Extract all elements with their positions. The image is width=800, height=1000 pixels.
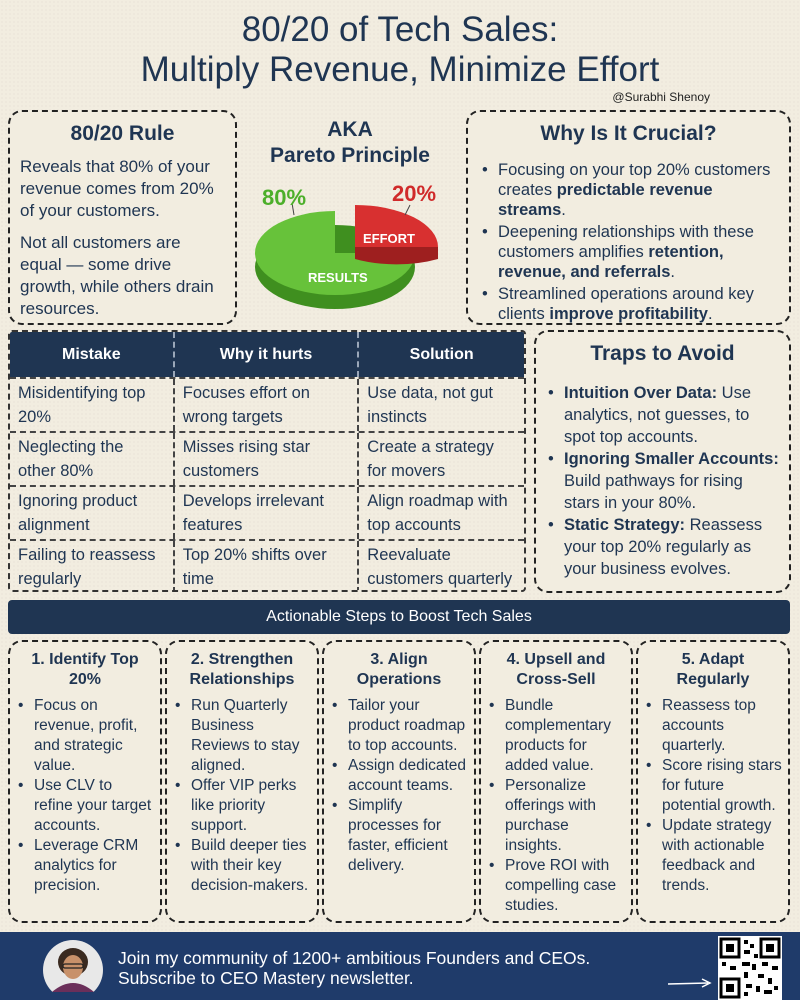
- author-avatar: [42, 940, 104, 992]
- footer-cta[interactable]: [118, 948, 590, 988]
- column-header: Why it hurts: [175, 332, 360, 377]
- aka-heading: [245, 117, 455, 169]
- step-item: • Bundle complementary products for added value.: [487, 696, 625, 776]
- step-item: • Assign dedicated account teams.: [330, 756, 468, 796]
- why-item: • Deepening relationships with these customers amplifies retention, revenue, and referrals.: [480, 222, 777, 282]
- table-row: [10, 377, 524, 431]
- step-list: [330, 696, 468, 876]
- step-heading: 1. Identify Top 20%: [31, 651, 139, 688]
- step-item: • Personalize offerings with purchase insights.: [487, 776, 625, 856]
- step-item: • Use CLV to refine your target accounts.: [16, 776, 154, 836]
- rule-card: [8, 110, 237, 325]
- title-line-2: Multiply Revenue, Minimize Effort: [140, 50, 660, 89]
- table-cell: Reevaluate customers quarterly: [367, 546, 513, 588]
- traps-card: [534, 330, 791, 593]
- footer-line-1: Join my community of 1200+ ambitious Founders and CEOs.: [118, 948, 591, 968]
- table-cell: Focuses effort on wrong targets: [175, 379, 360, 431]
- step-item: • Prove ROI with compelling case studies.: [487, 856, 625, 916]
- pct20-label: 20%: [392, 181, 437, 206]
- why-list: [480, 160, 777, 324]
- column-header: Mistake: [10, 332, 175, 377]
- effort-slice-side: [355, 247, 438, 264]
- steps-title-bar: Actionable Steps to Boost Tech Sales: [8, 600, 790, 634]
- step-list: [644, 696, 782, 896]
- table-cell: Misidentifying top 20%: [10, 379, 175, 431]
- traps-list: [546, 382, 779, 580]
- table-cell: Top 20% shifts over time: [175, 541, 360, 592]
- step-card-1: [8, 640, 162, 923]
- step-heading: 4. Upsell and Cross-Sell: [506, 651, 606, 688]
- step-card-2: [165, 640, 319, 923]
- pct20-leader-line: [405, 205, 410, 215]
- step-card-3: [322, 640, 476, 923]
- footer-line-2: Subscribe to CEO Mastery newsletter.: [118, 968, 414, 988]
- step-item: • Leverage CRM analytics for precision.: [16, 836, 154, 896]
- title-line-1: 80/20 of Tech Sales:: [241, 10, 559, 49]
- step-item: • Score rising stars for future potential growth.: [644, 756, 782, 816]
- step-item: • Tailor your product roadmap to top accounts.: [330, 696, 468, 756]
- table-cell: Failing to reassess regularly: [10, 541, 175, 592]
- step-card-4: [479, 640, 633, 923]
- table-cell: Use data, not gut instincts: [367, 384, 493, 426]
- trap-item: • Ignoring Smaller Accounts: Build pathways for rising stars in your 80%.: [546, 448, 779, 514]
- table-row: [10, 485, 524, 539]
- pareto-pie-illustration: [250, 175, 465, 320]
- step-card-5: [636, 640, 790, 923]
- table-cell: Create a strategy for movers: [367, 438, 494, 480]
- table-cell: Neglecting the other 80%: [10, 433, 175, 485]
- step-item: • Reassess top accounts quarterly.: [644, 696, 782, 756]
- table-row: [10, 539, 524, 592]
- effort-label: EFFORT: [363, 231, 415, 246]
- traps-heading: Traps to Avoid: [590, 342, 735, 365]
- trap-item: • Intuition Over Data: Use analytics, not guesses, to spot top accounts.: [546, 382, 779, 448]
- newsletter-footer: [0, 932, 800, 1000]
- why-item: • Focusing on your top 20% customers creates predictable revenue streams.: [480, 160, 777, 220]
- column-header: Solution: [409, 345, 474, 363]
- step-item: • Simplify processes for faster, efficient delivery.: [330, 796, 468, 876]
- step-item: • Run Quarterly Business Reviews to stay aligned.: [173, 696, 311, 776]
- step-item: • Focus on revenue, profit, and strategic value.: [16, 696, 154, 776]
- results-label: RESULTS: [308, 270, 368, 285]
- aka-line-1: AKA: [327, 118, 373, 141]
- step-heading: 5. Adapt Regularly: [676, 651, 750, 688]
- page-title: [0, 10, 800, 90]
- author-handle: @Surabhi Shenoy: [612, 90, 710, 104]
- table-cell: Misses rising star customers: [175, 433, 360, 485]
- step-item: • Offer VIP perks like priority support.: [173, 776, 311, 836]
- rule-paragraph-2: Not all customers are equal — some drive growth, while others drain resources.: [20, 233, 214, 318]
- step-list: [487, 696, 625, 916]
- step-heading: 3. Align Operations: [356, 651, 442, 688]
- aka-line-2: Pareto Principle: [270, 144, 430, 167]
- table-cell: Develops irrelevant features: [175, 487, 360, 539]
- rule-paragraph-1: Reveals that 80% of your revenue comes from 20% of your customers.: [20, 157, 214, 220]
- arrow-right-icon: [668, 976, 712, 988]
- rule-heading: 80/20 Rule: [70, 122, 175, 145]
- table-cell: Ignoring product alignment: [10, 487, 175, 539]
- trap-item: • Static Strategy: Reassess your top 20% regularly as your business evolves.: [546, 514, 779, 580]
- mistakes-table: [8, 330, 526, 592]
- pct80-label: 80%: [262, 185, 307, 210]
- table-header-row: [10, 332, 524, 377]
- why-heading: Why Is It Crucial?: [540, 122, 717, 145]
- table-cell: Align roadmap with top accounts: [367, 492, 508, 534]
- step-list: [173, 696, 311, 896]
- qr-code-icon[interactable]: [718, 936, 782, 1000]
- why-item: • Streamlined operations around key clients improve profitability.: [480, 284, 777, 324]
- step-heading: 2. Strengthen Relationships: [189, 651, 295, 688]
- why-crucial-card: [466, 110, 791, 325]
- step-list: [16, 696, 154, 896]
- step-item: • Update strategy with actionable feedback and trends.: [644, 816, 782, 896]
- step-item: • Build deeper ties with their key decision-makers.: [173, 836, 311, 896]
- table-row: [10, 431, 524, 485]
